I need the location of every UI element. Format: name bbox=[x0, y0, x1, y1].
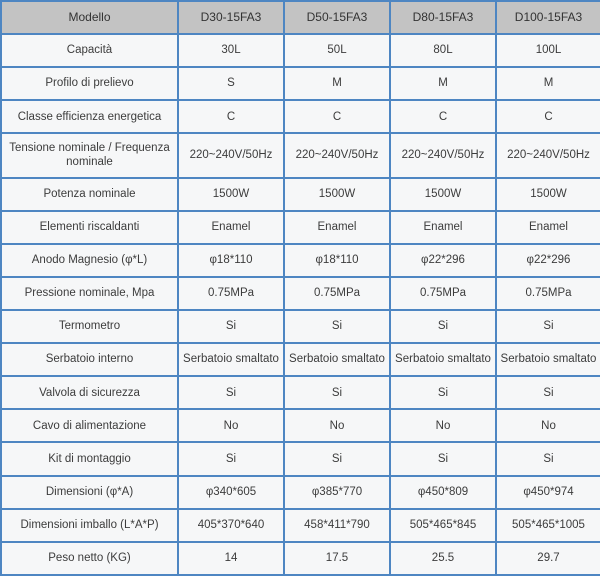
spec-value-cell: Si bbox=[284, 376, 390, 409]
spec-value-cell: φ450*974 bbox=[496, 476, 600, 509]
spec-value-cell: Si bbox=[390, 310, 496, 343]
spec-value-cell: Serbatoio smaltato bbox=[178, 343, 284, 376]
spec-value-cell: 30L bbox=[178, 34, 284, 67]
spec-value-cell: 220~240V/50Hz bbox=[390, 133, 496, 177]
table-row bbox=[1, 476, 600, 509]
spec-value-cell: 220~240V/50Hz bbox=[284, 133, 390, 177]
spec-value-cell: 1500W bbox=[178, 178, 284, 211]
spec-value-cell: 0.75MPa bbox=[390, 277, 496, 310]
spec-value-cell: 405*370*640 bbox=[178, 509, 284, 542]
spec-value-cell: Serbatoio smaltato bbox=[496, 343, 600, 376]
spec-value-cell: 1500W bbox=[284, 178, 390, 211]
spec-label-cell: Dimensioni (φ*A) bbox=[1, 476, 178, 509]
spec-label-cell: Classe efficienza energetica bbox=[1, 100, 178, 133]
spec-value-cell: 14 bbox=[178, 542, 284, 575]
spec-value-cell: Serbatoio smaltato bbox=[390, 343, 496, 376]
spec-value-cell: C bbox=[390, 100, 496, 133]
spec-value-cell: C bbox=[284, 100, 390, 133]
spec-value-cell: Serbatoio smaltato bbox=[284, 343, 390, 376]
spec-label-cell: Serbatoio interno bbox=[1, 343, 178, 376]
spec-label-cell: Cavo di alimentazione bbox=[1, 409, 178, 442]
table-row bbox=[1, 542, 600, 575]
spec-value-cell: No bbox=[284, 409, 390, 442]
column-header-model-1: D30-15FA3 bbox=[178, 1, 284, 34]
spec-value-cell: Si bbox=[178, 310, 284, 343]
spec-value-cell: M bbox=[496, 67, 600, 100]
spec-value-cell: M bbox=[284, 67, 390, 100]
spec-value-cell: 80L bbox=[390, 34, 496, 67]
spec-label-cell: Valvola di sicurezza bbox=[1, 376, 178, 409]
spec-value-cell: Enamel bbox=[390, 211, 496, 244]
spec-value-cell: 220~240V/50Hz bbox=[496, 133, 600, 177]
spec-value-cell: No bbox=[178, 409, 284, 442]
table-row bbox=[1, 34, 600, 67]
spec-value-cell: Si bbox=[496, 310, 600, 343]
table-row bbox=[1, 277, 600, 310]
spec-value-cell: C bbox=[178, 100, 284, 133]
spec-value-cell: φ18*110 bbox=[284, 244, 390, 277]
table-row bbox=[1, 509, 600, 542]
spec-value-cell: Enamel bbox=[284, 211, 390, 244]
spec-value-cell: Si bbox=[284, 310, 390, 343]
table-row bbox=[1, 442, 600, 475]
spec-label-cell: Peso netto (KG) bbox=[1, 542, 178, 575]
spec-value-cell: No bbox=[496, 409, 600, 442]
spec-table-body bbox=[1, 34, 600, 575]
table-row bbox=[1, 343, 600, 376]
spec-label-cell: Elementi riscaldanti bbox=[1, 211, 178, 244]
table-row bbox=[1, 310, 600, 343]
spec-value-cell: φ22*296 bbox=[496, 244, 600, 277]
spec-value-cell: Enamel bbox=[496, 211, 600, 244]
table-row bbox=[1, 409, 600, 442]
spec-value-cell: φ340*605 bbox=[178, 476, 284, 509]
spec-value-cell: 100L bbox=[496, 34, 600, 67]
spec-label-cell: Potenza nominale bbox=[1, 178, 178, 211]
spec-value-cell: 29.7 bbox=[496, 542, 600, 575]
spec-value-cell: M bbox=[390, 67, 496, 100]
spec-value-cell: φ22*296 bbox=[390, 244, 496, 277]
spec-value-cell: 1500W bbox=[496, 178, 600, 211]
spec-value-cell: 17.5 bbox=[284, 542, 390, 575]
spec-value-cell: Si bbox=[178, 376, 284, 409]
column-header-model-4: D100-15FA3 bbox=[496, 1, 600, 34]
table-row bbox=[1, 67, 600, 100]
spec-value-cell: Si bbox=[496, 442, 600, 475]
spec-value-cell: 505*465*845 bbox=[390, 509, 496, 542]
table-header-row bbox=[1, 1, 600, 34]
spec-value-cell: 0.75MPa bbox=[496, 277, 600, 310]
table-row bbox=[1, 244, 600, 277]
spec-value-cell: 0.75MPa bbox=[178, 277, 284, 310]
spec-label-cell: Anodo Magnesio (φ*L) bbox=[1, 244, 178, 277]
spec-label-cell: Tensione nominale / Frequenza nominale bbox=[1, 133, 178, 177]
spec-value-cell: φ450*809 bbox=[390, 476, 496, 509]
table-row bbox=[1, 376, 600, 409]
table-row bbox=[1, 178, 600, 211]
spec-value-cell: No bbox=[390, 409, 496, 442]
spec-value-cell: 1500W bbox=[390, 178, 496, 211]
spec-value-cell: 25.5 bbox=[390, 542, 496, 575]
spec-value-cell: 458*411*790 bbox=[284, 509, 390, 542]
spec-value-cell: 220~240V/50Hz bbox=[178, 133, 284, 177]
spec-value-cell: 505*465*1005 bbox=[496, 509, 600, 542]
spec-label-cell: Capacità bbox=[1, 34, 178, 67]
spec-value-cell: Si bbox=[390, 376, 496, 409]
table-row bbox=[1, 211, 600, 244]
spec-value-cell: Si bbox=[390, 442, 496, 475]
spec-label-cell: Kit di montaggio bbox=[1, 442, 178, 475]
spec-value-cell: Si bbox=[496, 376, 600, 409]
spec-value-cell: 0.75MPa bbox=[284, 277, 390, 310]
spec-label-cell: Pressione nominale, Mpa bbox=[1, 277, 178, 310]
spec-label-cell: Termometro bbox=[1, 310, 178, 343]
spec-label-cell: Profilo di prelievo bbox=[1, 67, 178, 100]
spec-value-cell: φ385*770 bbox=[284, 476, 390, 509]
column-header-modello: Modello bbox=[1, 1, 178, 34]
spec-value-cell: Si bbox=[178, 442, 284, 475]
spec-value-cell: S bbox=[178, 67, 284, 100]
spec-value-cell: Enamel bbox=[178, 211, 284, 244]
table-row bbox=[1, 100, 600, 133]
spec-value-cell: Si bbox=[284, 442, 390, 475]
spec-value-cell: φ18*110 bbox=[178, 244, 284, 277]
table-row bbox=[1, 133, 600, 177]
column-header-model-3: D80-15FA3 bbox=[390, 1, 496, 34]
spec-value-cell: C bbox=[496, 100, 600, 133]
spec-label-cell: Dimensioni imballo (L*A*P) bbox=[1, 509, 178, 542]
spec-value-cell: 50L bbox=[284, 34, 390, 67]
column-header-model-2: D50-15FA3 bbox=[284, 1, 390, 34]
